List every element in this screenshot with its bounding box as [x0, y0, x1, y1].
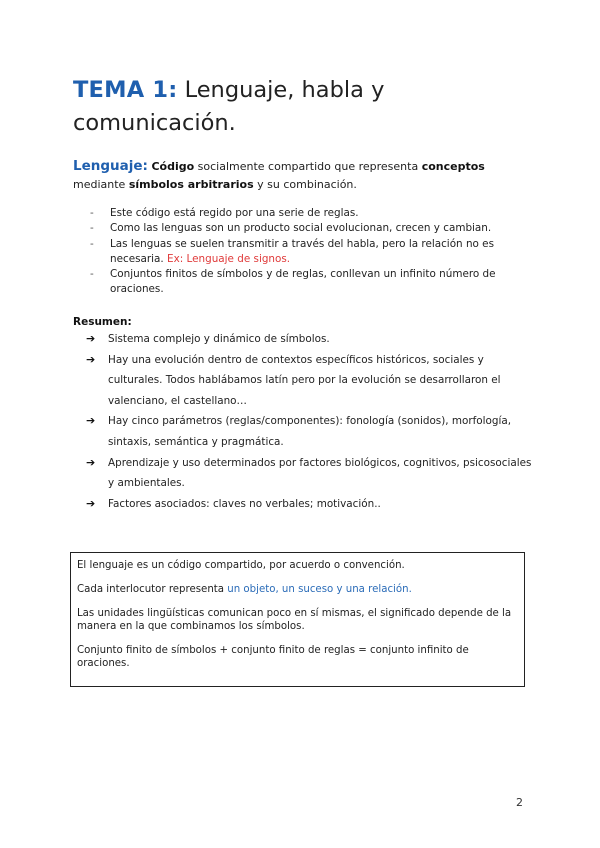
arrow-bullet-icon: ➔: [86, 414, 96, 428]
summary-list: [86, 329, 534, 514]
definition-text-4: y su combinación.: [253, 178, 357, 191]
title-label: TEMA 1:: [73, 77, 178, 103]
arrow-bullet-icon: ➔: [86, 496, 96, 510]
properties-list: [90, 206, 530, 298]
list-item: [90, 237, 530, 268]
list-item: [86, 453, 534, 494]
language-definition: [73, 157, 533, 194]
list-item-text: Como las lenguas son un producto social evolucionan, crecen y cambian.: [110, 222, 492, 235]
dash-bullet: -: [90, 237, 94, 250]
box-text: Cada interlocutor representa: [77, 584, 228, 595]
list-item-text: Conjuntos finitos de símbolos y de reglas, conllevan un infinito número de oraciones.: [110, 268, 496, 296]
definition-bold-1: Código: [151, 160, 195, 173]
definition-text-2: socialmente compartido que representa: [194, 160, 422, 173]
definition-term: Lenguaje:: [73, 158, 148, 174]
definition-bold-3: símbolos arbitrarios: [128, 178, 254, 191]
list-item-text: Este código está regido por una serie de reglas.: [110, 207, 359, 219]
list-item: [90, 206, 530, 221]
list-item-text: Hay una evolución dentro de contextos específicos históricos, sociales y culturales. Todos hablábamos latín pero por la evolución se desarrollaron el valenciano, el castellano…: [108, 353, 501, 407]
dash-bullet: -: [90, 207, 94, 219]
list-item-text: Aprendizaje y uso determinados por factores biológicos, cognitivos, psicosociales y ambientales.: [108, 456, 532, 490]
summary-heading: Resumen:: [73, 316, 132, 328]
list-item: [86, 350, 534, 412]
list-item: [90, 267, 530, 298]
box-paragraph: El lenguaje es un código compartido, por acuerdo o convención.: [77, 560, 405, 571]
arrow-bullet-icon: ➔: [86, 352, 96, 366]
box-paragraph: [77, 583, 518, 596]
title-text: Lenguaje, habla y comunicación.: [73, 77, 385, 136]
list-item: [86, 329, 534, 350]
dash-bullet: -: [90, 222, 94, 235]
arrow-bullet-icon: ➔: [86, 332, 96, 345]
arrow-bullet-icon: ➔: [86, 455, 96, 469]
page-title: [73, 74, 543, 140]
dash-bullet: -: [90, 268, 94, 281]
list-item: [86, 411, 534, 452]
summary-box: [70, 552, 525, 687]
box-paragraph: Conjunto finito de símbolos + conjunto finito de reglas = conjunto infinito de oraciones.: [77, 645, 469, 669]
list-item-text: Sistema complejo y dinámico de símbolos.: [108, 333, 330, 345]
page-number: 2: [516, 796, 523, 809]
box-paragraph: Las unidades lingüísticas comunican poco en sí mismas, el significado depende de la manera en la que combinamos los símbolos.: [77, 608, 512, 632]
list-item: [86, 494, 534, 515]
example-text: Ex: Lenguaje de signos.: [163, 252, 291, 265]
list-item: [90, 221, 530, 236]
list-item-text: Las lenguas se suelen transmitir a través del habla, pero la relación no es necesaria.: [110, 237, 494, 265]
list-item-text: Hay cinco parámetros (reglas/componentes): fonología (sonidos), morfología, sintaxis, semántica y pragmática.: [108, 415, 512, 448]
definition-text-3: mediante: [73, 178, 129, 191]
highlighted-text: un objeto, un suceso y una relación.: [227, 584, 412, 595]
definition-bold-2: conceptos: [421, 160, 485, 173]
list-item-text: Factores asociados: claves no verbales; motivación..: [108, 497, 381, 510]
